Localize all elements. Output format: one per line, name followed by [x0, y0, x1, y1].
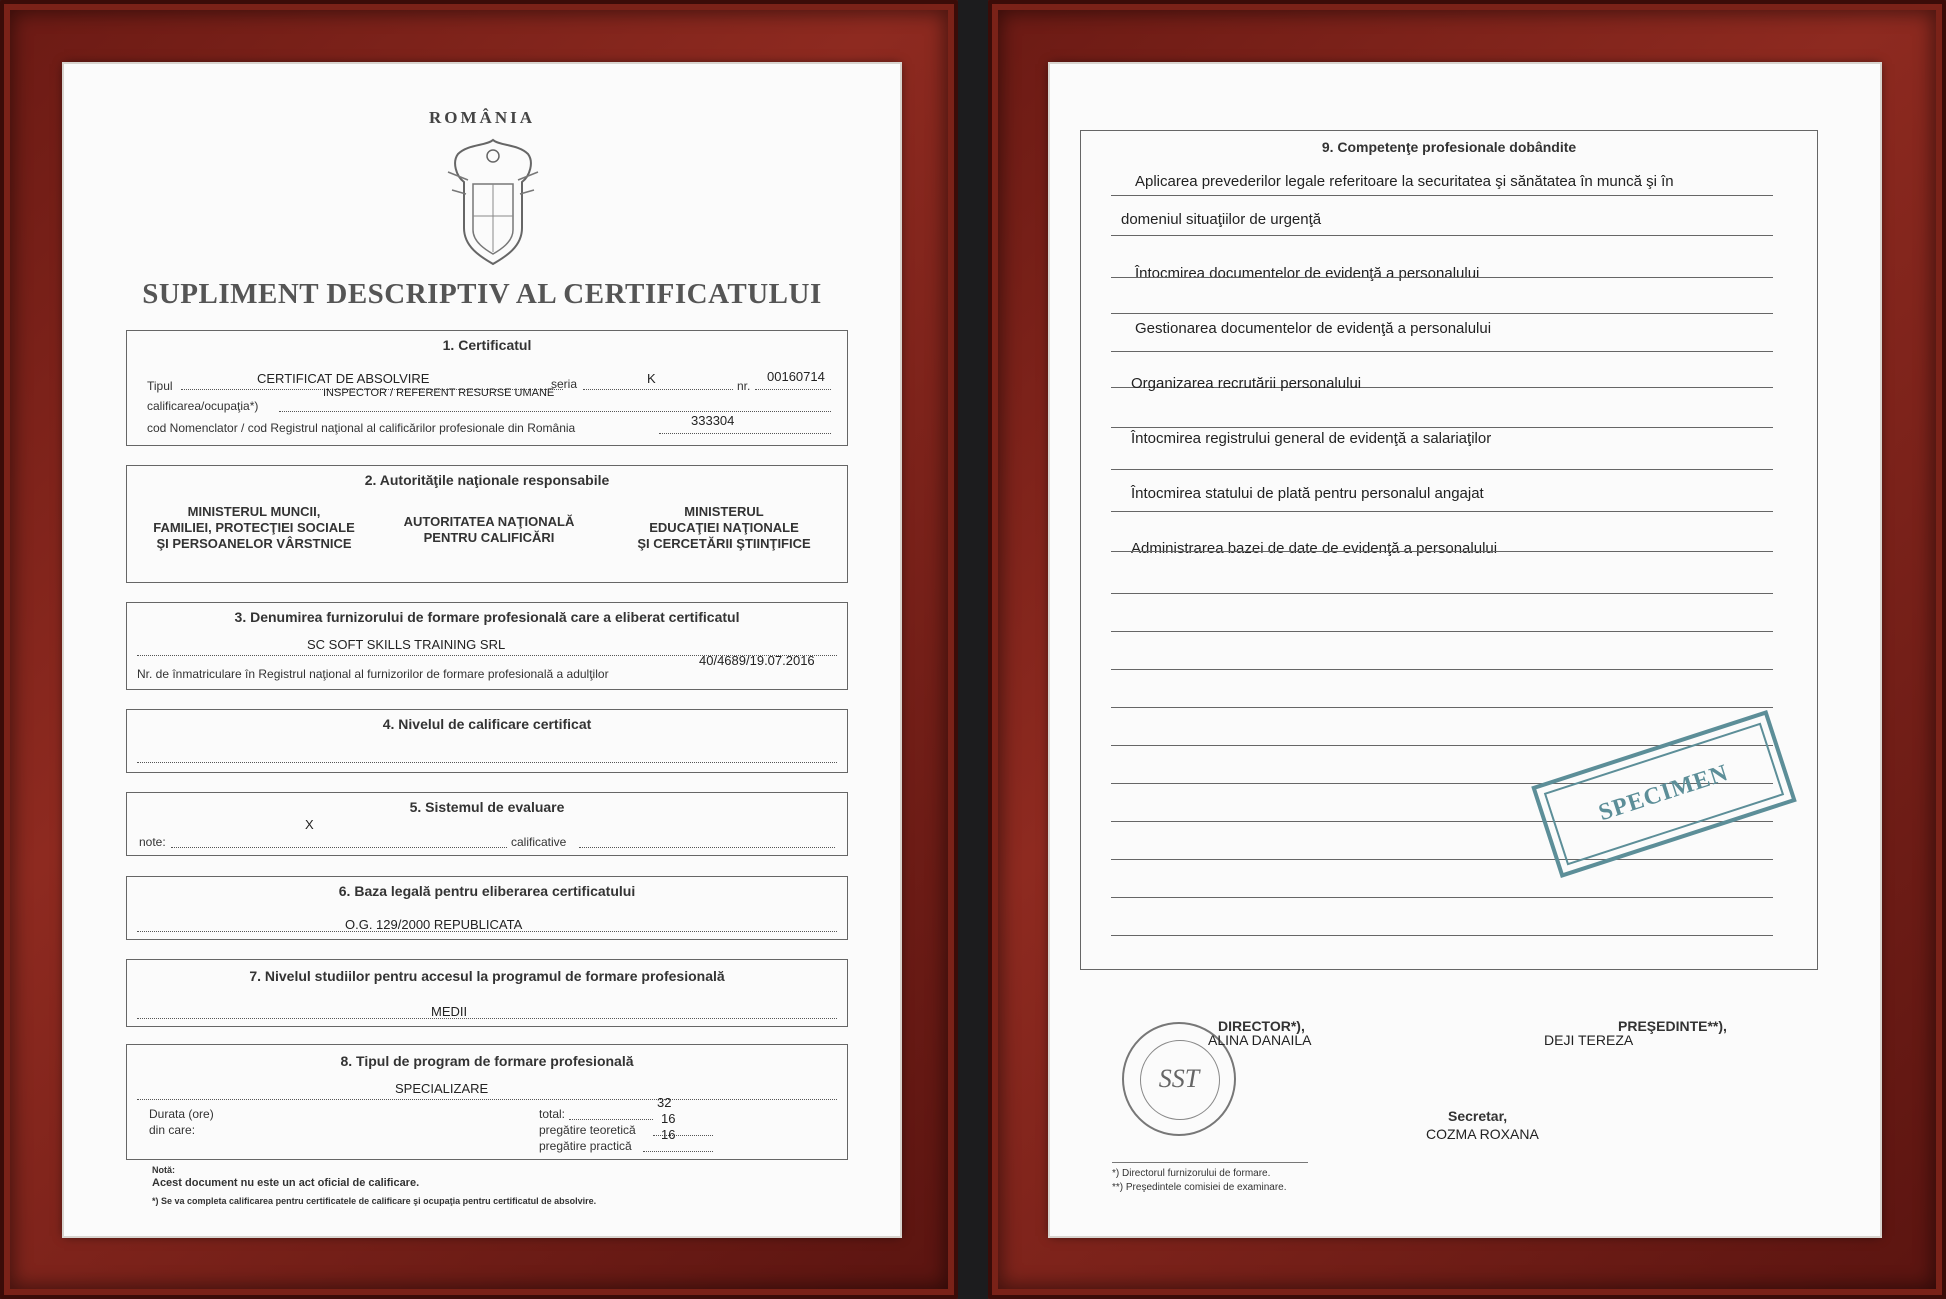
footnote-presedinte: **) Preşedintele comisiei de examinare. — [1112, 1182, 1287, 1193]
competency-item: domeniul situaţiilor de urgenţă — [1121, 211, 1322, 228]
section-qualification-level — [126, 709, 848, 773]
program-type-value: SPECIALIZARE — [395, 1081, 489, 1096]
ministry-education: MINISTERUL EDUCAŢIEI NAŢIONALE ŞI CERCETĂRII ŞTIINŢIFICE — [637, 504, 811, 551]
section-8-heading: 8. Tipul de program de formare profesională — [340, 1053, 634, 1069]
tipul-label: Tipul — [147, 379, 173, 393]
right-page — [1050, 64, 1880, 1236]
competency-item: Întocmirea statului de plată pentru personalul angajat — [1131, 485, 1484, 502]
total-label: total: — [539, 1107, 566, 1121]
calificare-value: INSPECTOR / REFERENT RESURSE UMANE — [323, 387, 555, 399]
competency-item: Aplicarea prevederilor legale referitoare la securitatea şi sănătatea în muncă şi în — [1135, 173, 1674, 190]
studies-level-value: MEDII — [431, 1004, 468, 1019]
practica-label: pregătire practică — [539, 1139, 632, 1153]
calificare-label: calificarea/ocupaţia*) — [147, 399, 259, 413]
practica-value: 16 — [661, 1127, 676, 1142]
secretar-name: COZMA ROXANA — [1426, 1126, 1539, 1142]
competency-item: Organizarea recrutării personalului — [1131, 375, 1362, 392]
ministry-labour: MINISTERUL MUNCII, FAMILIEI, PROTECŢIEI SOCIALE ŞI PERSOANELOR VÂRSTNICE — [153, 504, 355, 551]
left-frame — [0, 0, 958, 1299]
section-legal-basis — [126, 876, 848, 940]
total-value: 32 — [657, 1095, 672, 1110]
nr-label: nr. — [737, 379, 751, 393]
notes-label: Notă: — [152, 1165, 175, 1175]
presedinte-role: PREŞEDINTE**), — [1618, 1018, 1727, 1034]
section-2-heading: 2. Autorităţile naţionale responsabile — [364, 472, 610, 488]
section-studies-level — [126, 959, 848, 1027]
note-label: note: — [139, 835, 166, 849]
section-7-heading: 7. Nivelul studiilor pentru accesul la programul de formare profesională — [249, 968, 725, 984]
notes-line-1: Acest document nu este un act oficial de calificare. — [152, 1177, 420, 1189]
section-9-heading: 9. Competenţe profesionale dobândite — [1321, 139, 1577, 155]
nr-value: 00160714 — [767, 369, 825, 384]
section-provider — [126, 602, 848, 690]
teoretica-value: 16 — [661, 1111, 676, 1126]
competency-item: Întocmirea registrului general de evidenţă a salariaţilor — [1131, 430, 1492, 447]
section-authorities — [126, 465, 848, 583]
seria-label: seria — [551, 377, 578, 391]
left-page — [64, 64, 900, 1236]
section-5-heading: 5. Sistemul de evaluare — [409, 799, 565, 815]
secretar-role: Secretar, — [1448, 1108, 1508, 1124]
right-frame — [988, 0, 1946, 1299]
footnote-director: *) Directorul furnizorului de formare. — [1112, 1168, 1271, 1179]
tipul-value: CERTIFICAT DE ABSOLVIRE — [257, 371, 430, 386]
company-seal: SST — [1122, 1022, 1236, 1136]
section-program-type — [126, 1044, 848, 1160]
competency-item: Gestionarea documentelor de evidenţă a personalului — [1135, 320, 1492, 337]
national-authority: AUTORITATEA NAŢIONALĂ PENTRU CALIFICĂRI — [403, 514, 575, 545]
evaluation-mark: X — [305, 817, 314, 832]
durata-label: Durata (ore) — [149, 1107, 214, 1121]
teoretica-label: pregătire teoretică — [539, 1123, 636, 1137]
competency-item: Întocmirea documentelor de evidenţă a personalului — [1135, 265, 1480, 282]
director-role: DIRECTOR*), — [1218, 1018, 1305, 1034]
section-6-heading: 6. Baza legală pentru eliberarea certificatului — [338, 883, 636, 899]
registration-label: Nr. de înmatriculare în Registrul naţional al furnizorilor de formare profesională a adulţilor — [137, 667, 609, 681]
legal-basis-value: O.G. 129/2000 REPUBLICATA — [345, 917, 523, 932]
section-competencies — [1080, 130, 1818, 970]
registration-value: 40/4689/19.07.2016 — [699, 653, 815, 668]
coat-of-arms-icon — [438, 132, 548, 268]
section-evaluation — [126, 792, 848, 856]
section-certificate — [126, 330, 848, 446]
specimen-stamp: SPECIMEN — [1531, 710, 1797, 878]
calificative-label: calificative — [511, 835, 567, 849]
section-1-heading: 1. Certificatul — [442, 337, 532, 353]
country-name: ROMÂNIA — [429, 108, 535, 127]
din-care-label: din care: — [149, 1123, 196, 1137]
notes-line-2: *) Se va completa calificarea pentru certificatele de calificare şi ocupaţia pentru certificatul de absolvire. — [152, 1196, 597, 1206]
cod-value: 333304 — [691, 413, 735, 428]
section-4-heading: 4. Nivelul de calificare certificat — [382, 716, 592, 732]
seria-value: K — [647, 371, 656, 386]
section-3-heading: 3. Denumirea furnizorului de formare profesională care a eliberat certificatul — [234, 609, 740, 625]
cod-label: cod Nomenclator / cod Registrul naţional al calificărilor profesionale din România — [147, 421, 576, 435]
provider-name: SC SOFT SKILLS TRAINING SRL — [307, 637, 506, 652]
director-name: ALINA DANAILA — [1208, 1032, 1312, 1048]
competency-item: Administrarea bazei de date de evidenţă a personalului — [1131, 540, 1498, 557]
document-title: SUPLIMENT DESCRIPTIV AL CERTIFICATULUI — [142, 278, 822, 310]
presedinte-name: DEJI TEREZA — [1544, 1032, 1634, 1048]
